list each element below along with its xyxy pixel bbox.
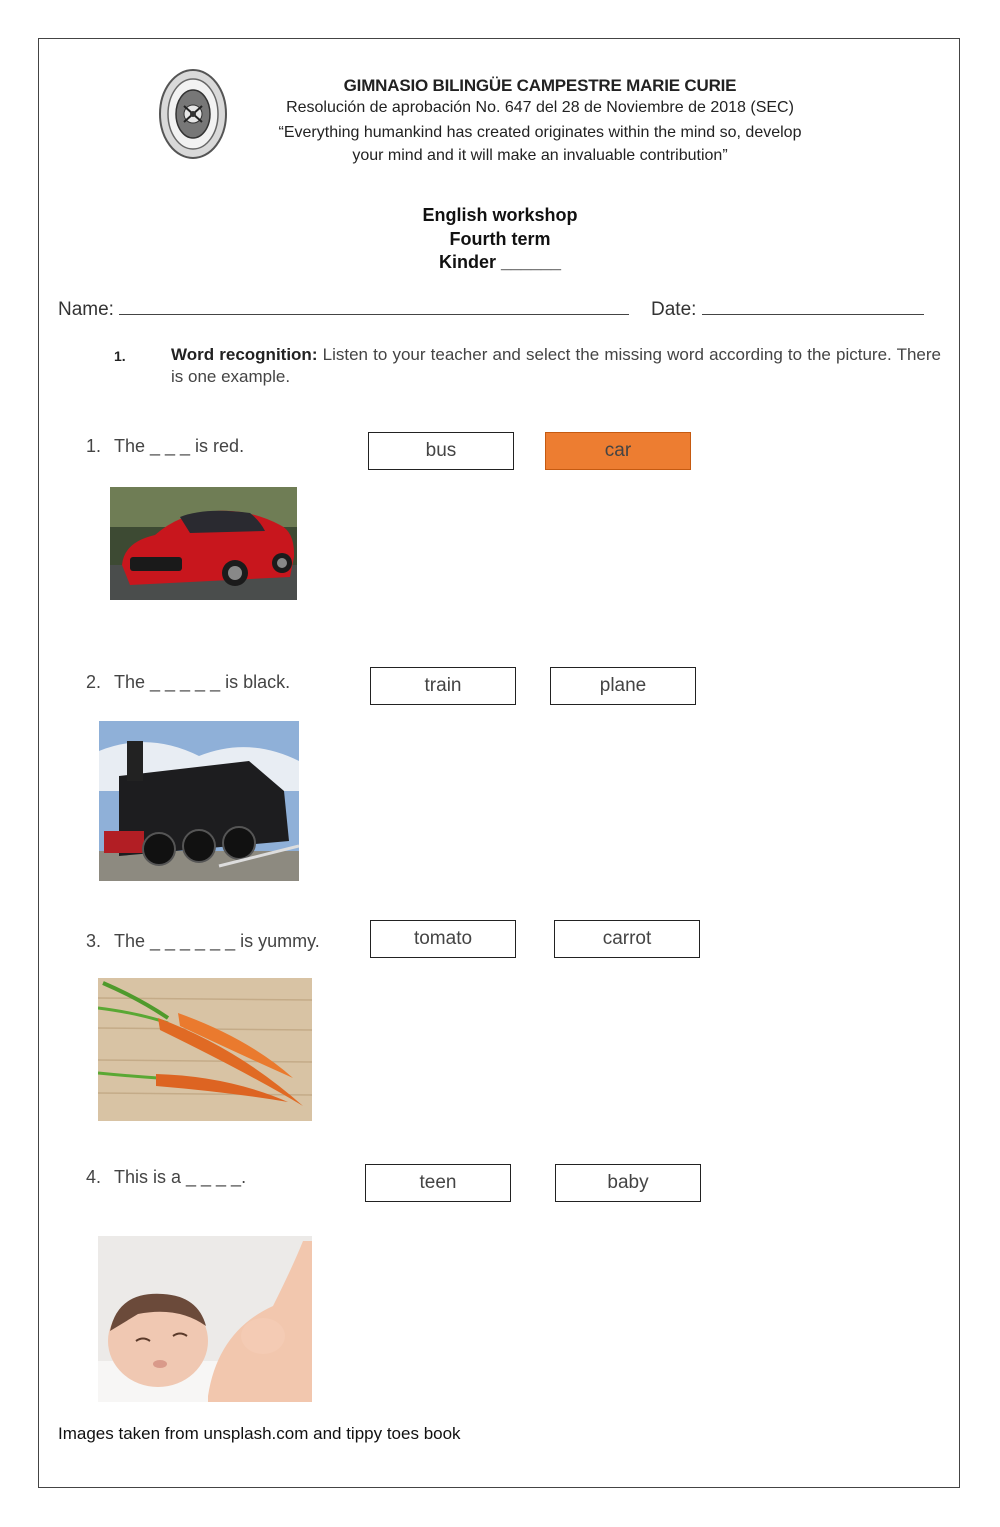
- option-baby-button[interactable]: baby: [555, 1164, 701, 1202]
- black-train-photo: [99, 721, 299, 881]
- school-name: GIMNASIO BILINGÜE CAMPESTRE MARIE CURIE: [343, 76, 737, 95]
- school-seal-logo: [159, 68, 227, 160]
- image-credits-footer: Images taken from unsplash.com and tippy toes book: [58, 1424, 461, 1443]
- instruction-text: [171, 344, 941, 388]
- date-label: Date:: [651, 299, 697, 320]
- carrots-photo: [98, 978, 312, 1121]
- school-motto: [230, 121, 850, 167]
- option-tomato-button[interactable]: tomato: [370, 920, 516, 958]
- date-field[interactable]: [651, 298, 924, 321]
- name-blank-line[interactable]: [119, 298, 629, 315]
- question-3: [86, 931, 320, 952]
- name-label: Name:: [58, 299, 114, 320]
- option-car-button[interactable]: car: [545, 432, 691, 470]
- option-plane-button[interactable]: plane: [550, 667, 696, 705]
- question-number: 3.: [86, 931, 102, 951]
- option-carrot-button[interactable]: carrot: [554, 920, 700, 958]
- option-bus-button[interactable]: bus: [368, 432, 514, 470]
- question-2: [86, 672, 290, 693]
- question-number: 2.: [86, 672, 102, 692]
- question-number: 4.: [86, 1167, 102, 1187]
- question-text: The _ _ _ is red.: [114, 436, 245, 456]
- instruction-heading: Word recognition:: [171, 345, 318, 364]
- option-teen-button[interactable]: teen: [365, 1164, 511, 1202]
- name-field[interactable]: [58, 298, 629, 321]
- grade-title: Kinder ______: [438, 252, 562, 272]
- question-number: 1.: [86, 436, 102, 456]
- question-1: [86, 436, 244, 457]
- instruction-body: Listen to your teacher and select the missing word according to the picture. There is one example.: [171, 345, 942, 386]
- subject-title: English workshop: [422, 205, 578, 225]
- motto-line: your mind and it will make an invaluable contribution”: [352, 147, 728, 164]
- resolution-text: Resolución de aprobación No. 647 del 28 de Noviembre de 2018 (SEC): [286, 99, 794, 116]
- motto-line: “Everything humankind has created originates within the mind so, develop: [278, 124, 802, 141]
- instruction-number: 1.: [114, 348, 126, 364]
- term-title: Fourth term: [449, 229, 551, 249]
- baby-photo: [98, 1236, 312, 1402]
- question-text: The _ _ _ _ _ is black.: [114, 672, 291, 692]
- date-blank-line[interactable]: [702, 298, 924, 315]
- question-4: [86, 1167, 246, 1188]
- question-text: The _ _ _ _ _ _ is yummy.: [114, 931, 320, 951]
- option-train-button[interactable]: train: [370, 667, 516, 705]
- red-car-photo: [110, 487, 297, 600]
- question-text: This is a _ _ _ _.: [114, 1167, 247, 1187]
